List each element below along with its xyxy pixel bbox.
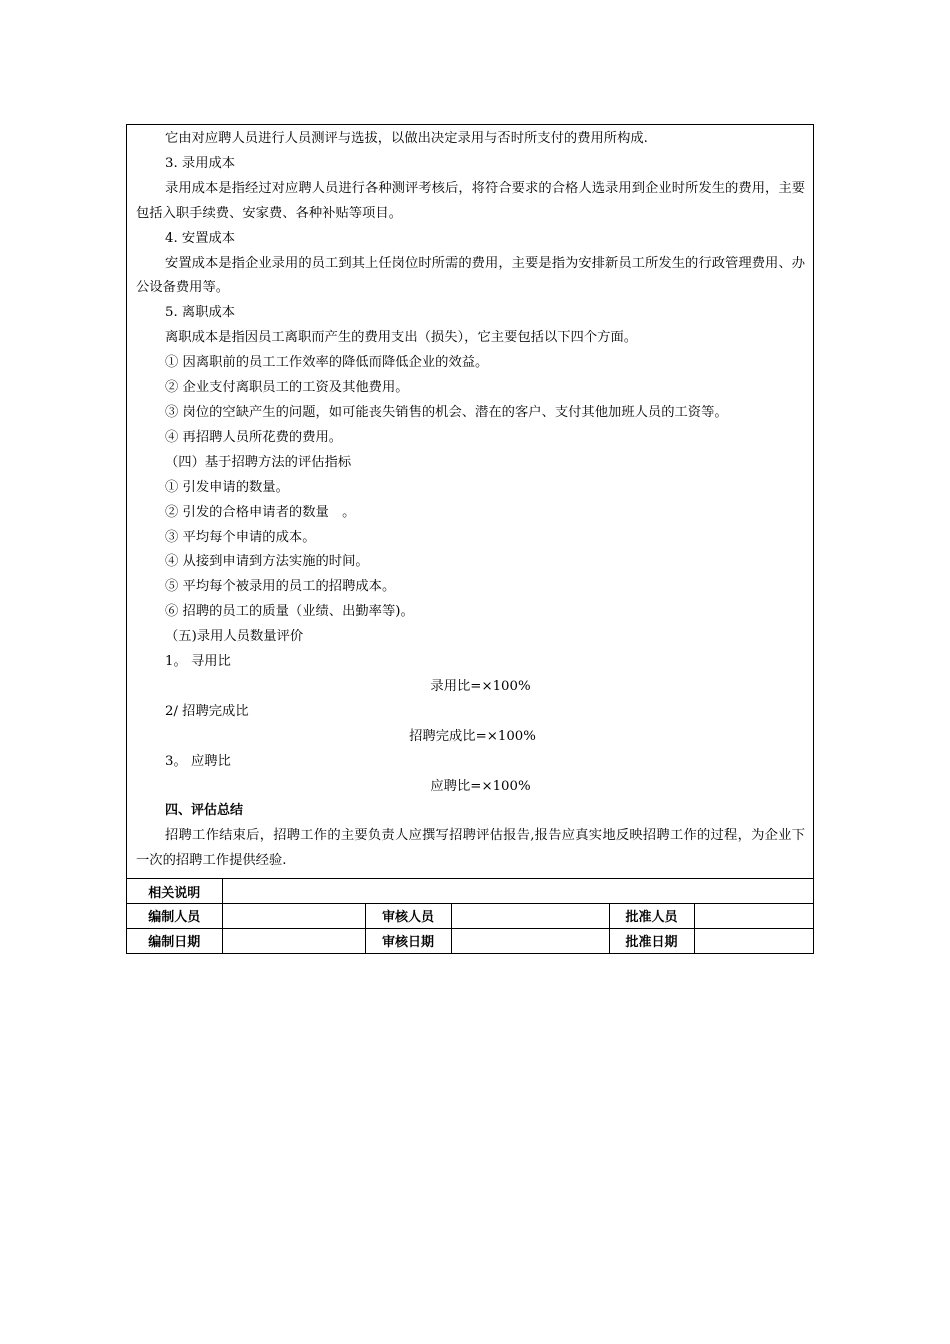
- compile-date-label: 编制日期: [127, 928, 222, 953]
- review-date-label: 审核日期: [365, 928, 451, 953]
- approver-field: [694, 903, 813, 928]
- section-heading: 5. 离职成本: [165, 305, 236, 321]
- compiler-field: [222, 903, 365, 928]
- compile-date-field: [222, 928, 365, 953]
- list-item: ③ 平均每个申请的成本。: [165, 529, 316, 545]
- paragraph: 招聘工作结束后，招聘工作的主要负责人应撰写招聘评估报告,报告应真实地反映招聘工作的过程，为企业下一次的招聘工作提供经验.: [136, 828, 805, 869]
- section-heading: 3。 应聘比: [165, 753, 231, 769]
- approve-date-label: 批准日期: [609, 928, 694, 953]
- section-heading: 2/ 招聘完成比: [165, 703, 249, 719]
- formula: 录用比=×100%: [430, 678, 531, 694]
- review-date-field: [451, 928, 609, 953]
- list-item: ① 引发申请的数量。: [165, 479, 289, 495]
- section-heading: 1。 寻用比: [165, 654, 231, 670]
- paragraph-line: 离职成本是指因员工离职而产生的费用支出（损失），它主要包括以下四个方面。: [165, 330, 638, 346]
- related-notes-field: [222, 879, 813, 904]
- related-notes-label: 相关说明: [127, 879, 222, 904]
- list-item: ⑤ 平均每个被录用的员工的招聘成本。: [165, 579, 396, 595]
- section-heading: （四）基于招聘方法的评估指标: [165, 454, 352, 470]
- document-frame: [126, 124, 814, 954]
- section-heading: 3. 录用成本: [165, 155, 236, 171]
- table-row: [127, 903, 813, 928]
- list-item: ⑥ 招聘的员工的质量（业绩、出勤率等)。: [165, 604, 414, 620]
- compiler-label: 编制人员: [127, 903, 222, 928]
- formula: 招聘完成比=×100%: [409, 728, 536, 744]
- approver-label: 批准人员: [609, 903, 694, 928]
- list-item: ① 因离职前的员工工作效率的降低而降低企业的效益。: [165, 355, 489, 371]
- paragraph-line: 它由对应聘人员进行人员测评与选拔，以做出决定录用与否时所支付的费用所构成.: [165, 131, 648, 146]
- signature-table: [127, 878, 813, 953]
- list-item: ② 引发的合格申请者的数量 。: [165, 504, 356, 520]
- section-heading: （五)录用人员数量评价: [165, 629, 304, 645]
- table-row: [127, 879, 813, 904]
- paragraph: 录用成本是指经过对应聘人员进行各种测评考核后，将符合要求的合格人选录用到企业时所发生的费用，主要包括入职手续费、安家费、各种补贴等项目。: [136, 180, 805, 221]
- list-item: ④ 从接到申请到方法实施的时间。: [165, 554, 369, 570]
- table-row: [127, 928, 813, 953]
- list-item: ④ 再招聘人员所花费的费用。: [165, 429, 343, 445]
- document-body: [127, 125, 813, 878]
- list-item: ③ 岗位的空缺产生的问题，如可能丧失销售的机会、潜在的客户、支付其他加班人员的工资等。: [165, 404, 728, 420]
- reviewer-field: [451, 903, 609, 928]
- section-heading-bold: 四、评估总结: [165, 803, 244, 819]
- section-heading: 4. 安置成本: [165, 230, 236, 246]
- list-item: ② 企业支付离职员工的工资及其他费用。: [165, 380, 409, 396]
- formula: 应聘比=×100%: [430, 778, 531, 794]
- paragraph: 安置成本是指企业录用的员工到其上任岗位时所需的费用，主要是指为安排新员工所发生的行政管理费用、办公设备费用等。: [136, 255, 805, 296]
- reviewer-label: 审核人员: [365, 903, 451, 928]
- approve-date-field: [694, 928, 813, 953]
